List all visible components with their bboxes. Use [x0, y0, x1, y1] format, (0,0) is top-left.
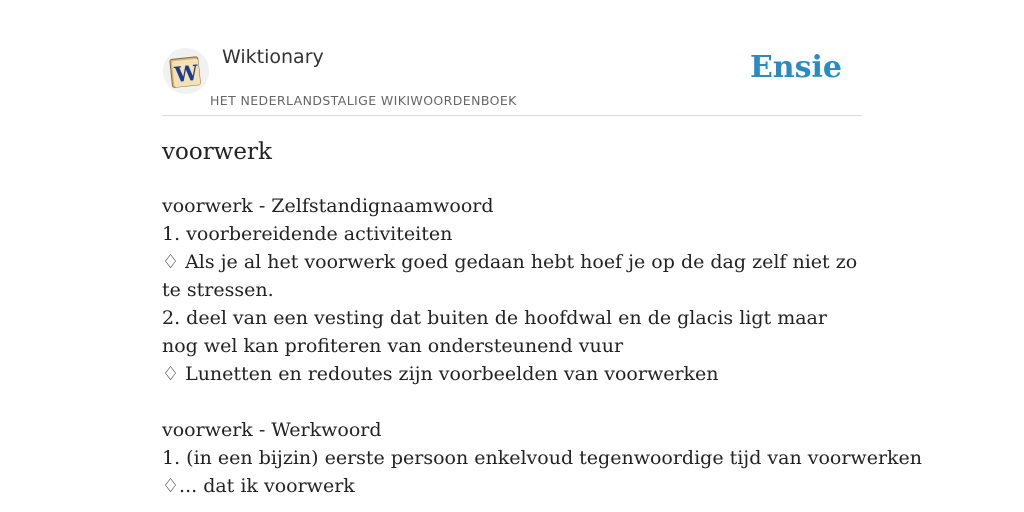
- definition-line: 1. (in een bijzin) eerste persoon enkelvoud tegenwoordige tijd van voorwerken: [162, 447, 923, 469]
- site-header: [162, 0, 862, 116]
- definition-content: [162, 192, 923, 500]
- svg-text:W: W: [173, 59, 200, 88]
- ensie-logo[interactable]: Ensie: [749, 50, 842, 85]
- entry-separator: [162, 388, 866, 416]
- wiktionary-logo-icon[interactable]: [162, 47, 210, 95]
- definition-line: 1. voorbereidende activiteiten: [162, 223, 453, 245]
- entry-heading: voorwerk - Zelfstandignaamwoord: [162, 195, 494, 217]
- site-name[interactable]: Wiktionary: [222, 46, 324, 68]
- page-title: voorwerk: [162, 139, 272, 165]
- entry-heading: voorwerk - Werkwoord: [162, 419, 382, 441]
- example-line: ♢... dat ik voorwerk: [162, 475, 355, 497]
- definition-line: 2. deel van een vesting dat buiten de hoofdwal en de glacis ligt maar nog wel kan profiteren van ondersteunend vuur: [162, 307, 827, 357]
- site-tagline: HET NEDERLANDSTALIGE WIKIWOORDENBOEK: [210, 93, 517, 108]
- example-line: ♢ Lunetten en redoutes zijn voorbeelden van voorwerken: [162, 363, 719, 385]
- example-line: ♢ Als je al het voorwerk goed gedaan hebt hoef je op de dag zelf niet zo te stressen.: [162, 251, 858, 301]
